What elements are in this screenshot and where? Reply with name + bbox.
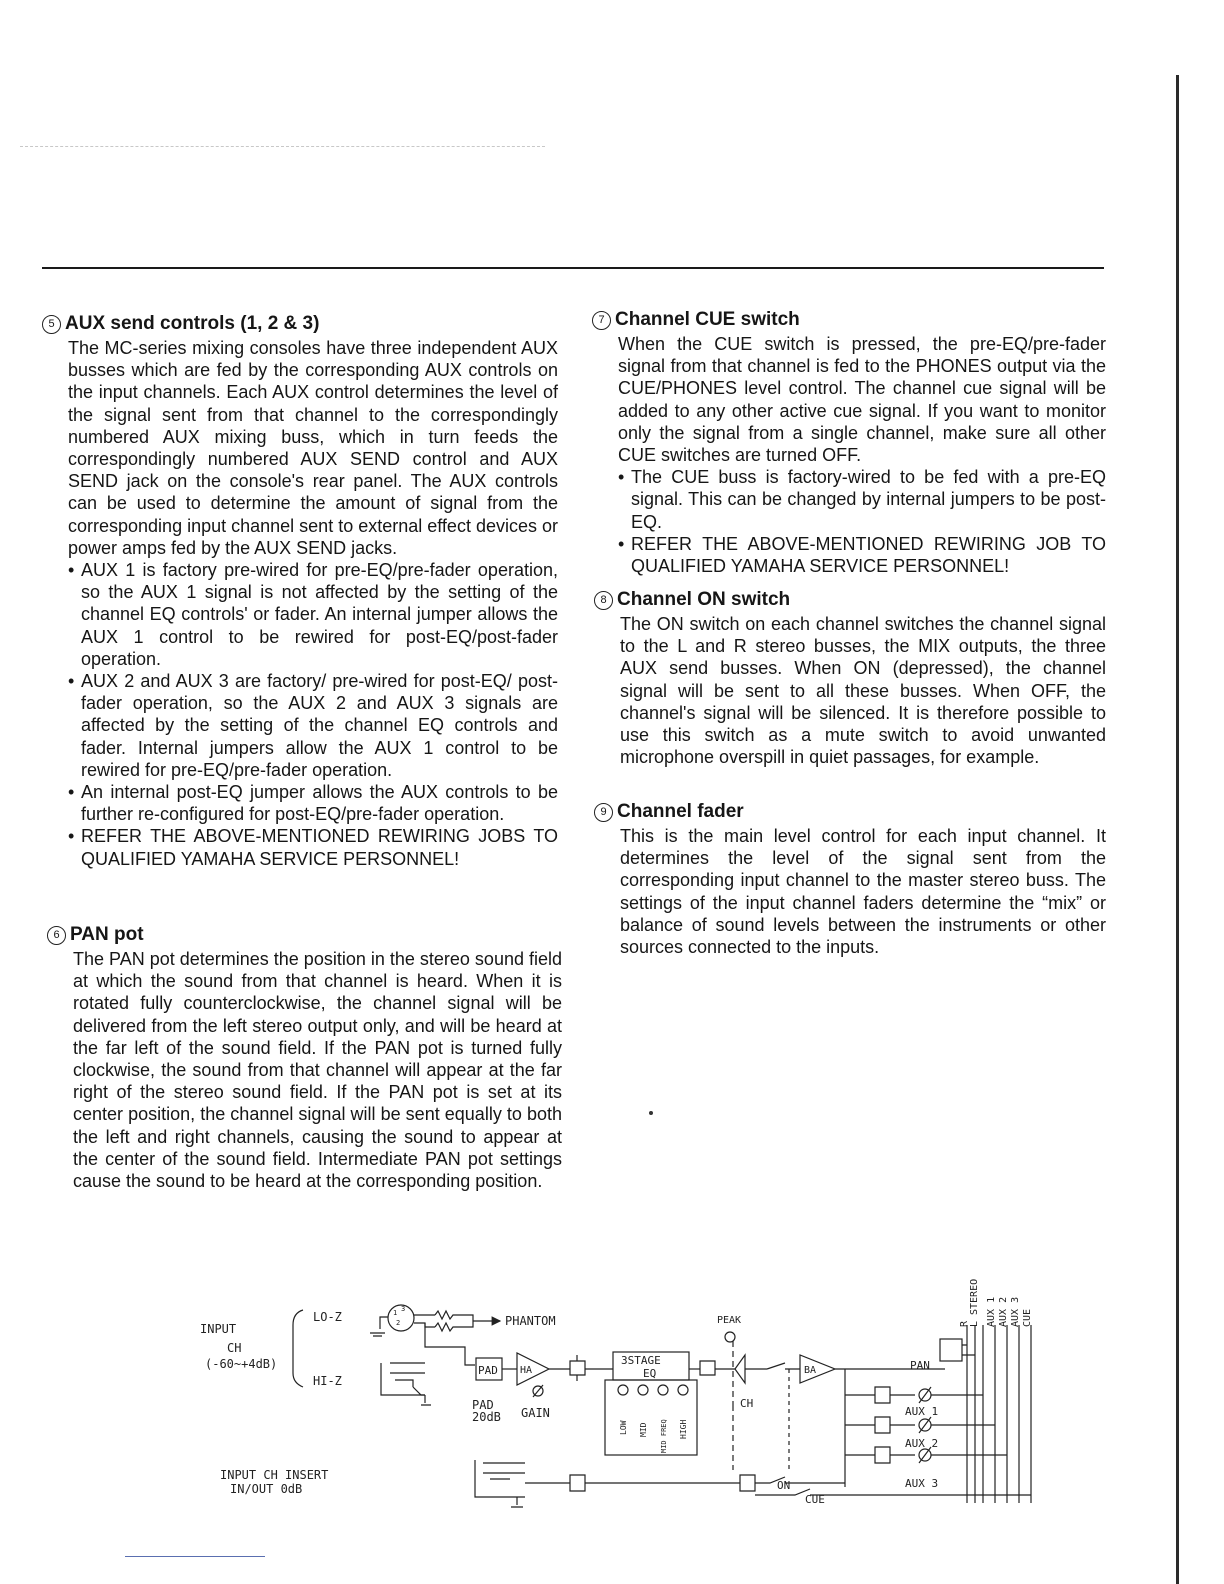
- label-input: INPUT: [200, 1322, 237, 1336]
- label-ch: CH: [227, 1341, 242, 1355]
- ground-icon: [370, 1317, 388, 1336]
- section-heading: [594, 801, 1106, 823]
- phantom-resistor-top: [435, 1311, 473, 1321]
- label-pad-db: 20dB: [472, 1410, 501, 1424]
- bullet-item: • AUX 1 is factory pre-wired for pre-EQ/pre-fader operation, so the AUX 1 signal is not affected by the setting of the channel EQ controls' or fader. An internal jumper allows the AUX 1 control to be rewired for post-EQ/post-fader operation.: [68, 559, 558, 670]
- label-aux3: AUX 3: [905, 1477, 939, 1490]
- label-ha: HA: [520, 1365, 533, 1376]
- bullet-item: • REFER THE ABOVE-MENTIONED REWIRING JOB TO QUALIFIED YAMAHA SERVICE PERSONNEL!: [618, 533, 1106, 577]
- label-hi-z: HI-Z: [313, 1374, 342, 1388]
- label-on: ON: [777, 1479, 791, 1492]
- label-high: HIGH: [679, 1419, 688, 1439]
- section-body: When the CUE switch is pressed, the pre-EQ/pre-fader signal from that channel is fed to the PHONES output via the CUE/PHONES level control. The channel cue signal will be added to any other active cue signal. If you want to monitor only the signal from a single channel, make sure all other CUE switches are turned OFF.: [618, 334, 1106, 466]
- on-switch-icon: [745, 1363, 800, 1369]
- section-number: 8: [594, 591, 613, 610]
- section-on-switch: [594, 589, 1106, 768]
- scan-speck: [649, 1111, 653, 1115]
- jumper-1: [570, 1355, 585, 1381]
- label-eq-title: 3STAGE: [621, 1354, 661, 1367]
- fader-icon: [735, 1355, 745, 1383]
- jumper-4: [740, 1475, 755, 1491]
- insert-jack-icon: [475, 1460, 525, 1497]
- bullet-item: • AUX 2 and AUX 3 are factory/ pre-wired for post-EQ/ post-fader operation, so the AUX 2 and AUX 3 signals are affected by the setting of the channel EQ controls and fader. Internal jumpers allow the AUX 1 control to be rewired for pre-EQ/pre-fader operation.: [68, 670, 558, 781]
- label-low: LOW: [619, 1420, 628, 1435]
- aux1-jumper: [875, 1387, 890, 1403]
- section-heading: [592, 309, 1106, 331]
- section-channel-fader: [594, 801, 1106, 958]
- phantom-resistor-bottom: [435, 1321, 473, 1331]
- section-aux-send: [42, 313, 558, 870]
- label-bus-aux3: AUX 3: [1010, 1296, 1021, 1327]
- section-body: The MC-series mixing consoles have three independent AUX busses which are fed by the corresponding AUX controls on the input channels. Each AUX control determines the level of the signal sent from that channel to the correspondingly numbered AUX mixing buss, which in turn feeds the correspondingly numbered AUX SEND control and AUX SEND jack on the console's rear panel. The AUX controls can be used to determine the amount of signal from the corresponding input channel sent to external effect devices or power amps fed by the AUX SEND jacks.: [68, 338, 558, 558]
- label-ch-fader: CH: [740, 1397, 754, 1410]
- cue-switch-icon: [755, 1489, 1031, 1495]
- label-range: (-60~+4dB): [205, 1357, 278, 1371]
- jumper-3: [570, 1475, 585, 1491]
- aux3-jumper: [875, 1447, 890, 1463]
- label-eq: EQ: [643, 1367, 657, 1380]
- svg-text:1: 1: [393, 1309, 398, 1317]
- label-ba: BA: [804, 1365, 817, 1376]
- label-pad: PAD: [472, 1398, 494, 1412]
- label-insert: INPUT CH INSERT: [220, 1468, 329, 1482]
- input-brace: [293, 1310, 303, 1387]
- section-number: 7: [592, 311, 611, 330]
- peak-led-icon: [725, 1332, 735, 1342]
- label-mid: MID: [639, 1422, 648, 1437]
- label-bus-aux2: AUX 2: [998, 1296, 1009, 1327]
- label-cue: CUE: [805, 1493, 825, 1506]
- section-body: The PAN pot determines the position in the stereo sound field at which the sound from that channel is heard. When it is rotated fully counterclockwise, the channel signal will be delivered from the left stereo output only, and will be heard at the far left of the sound field. If the PAN pot is turned fully clockwise, the sound from that channel will appear at the far right of the stereo sound field. If the PAN pot is set at its center position, the channel signal will be sent equally to both the left and right channels, causing the sound to appear at the center of the sound field. Intermediate PAN pot settings cause the sound to be heard at the corresponding position.: [73, 949, 562, 1192]
- label-gain: GAIN: [521, 1406, 550, 1420]
- label-bus-stereo: STEREO: [969, 1278, 980, 1315]
- section-title: Channel CUE switch: [615, 309, 800, 330]
- faint-scan-line: [20, 146, 545, 147]
- label-pan: PAN: [910, 1359, 930, 1372]
- page-edge-line: [1176, 75, 1179, 1584]
- bullet-item: • An internal post-EQ jumper allows the AUX controls to be further re-configured for post-EQ/pre-fader operation.: [68, 781, 558, 825]
- section-title: Channel fader: [617, 801, 744, 822]
- section-pan-pot: [47, 924, 562, 1192]
- bullet-item: • The CUE buss is factory-wired to be fed with a pre-EQ signal. This can be changed by internal jumpers to be post-EQ.: [618, 466, 1106, 533]
- jumper-2: [700, 1361, 715, 1375]
- section-number: 5: [42, 315, 61, 334]
- bus-lines: [967, 1325, 1019, 1503]
- pan-pot-box: [940, 1339, 962, 1361]
- section-title: Channel ON switch: [617, 589, 791, 610]
- label-aux2: AUX 2: [905, 1437, 939, 1450]
- label-lo-z: LO-Z: [313, 1310, 342, 1324]
- channel-block-diagram: [195, 1255, 1055, 1555]
- label-bus-l: L: [969, 1320, 980, 1327]
- bullet-item: • REFER THE ABOVE-MENTIONED REWIRING JOBS TO QUALIFIED YAMAHA SERVICE PERSONNEL!: [68, 825, 558, 869]
- bullet-list: [592, 466, 1106, 577]
- header-rule: [42, 267, 1104, 269]
- label-aux1: AUX 1: [905, 1405, 939, 1418]
- svg-text:3: 3: [401, 1305, 406, 1313]
- aux2-jumper: [875, 1417, 890, 1433]
- section-heading: [594, 589, 1106, 611]
- section-heading: [42, 313, 558, 335]
- section-heading: [47, 924, 562, 946]
- section-body: This is the main level control for each input channel. It determines the level of the signal sent from the corresponding input channel to the master stereo buss. The settings of the input channel faders determine the “mix” or balance of sound levels between the instruments or other sources connected to the inputs.: [620, 826, 1106, 958]
- label-bus-aux1: AUX 1: [986, 1296, 997, 1327]
- label-bus-cue: CUE: [1022, 1308, 1033, 1327]
- on-switch-2: [755, 1477, 845, 1483]
- footer-rule: [125, 1556, 265, 1557]
- svg-text:2: 2: [396, 1319, 401, 1327]
- label-mid-freq: MID FREQ: [660, 1419, 668, 1453]
- label-bus-r: R: [959, 1320, 970, 1327]
- eq-knob-area: [605, 1380, 697, 1455]
- hi-z-jack-icon: [381, 1363, 425, 1395]
- label-insert-level: IN/OUT 0dB: [230, 1482, 303, 1496]
- section-number: 6: [47, 926, 66, 945]
- section-cue-switch: [592, 309, 1106, 577]
- label-phantom: PHANTOM: [505, 1314, 556, 1328]
- label-pad-box: PAD: [478, 1364, 498, 1377]
- label-peak: PEAK: [717, 1315, 742, 1326]
- section-body: The ON switch on each channel switches the channel signal to the L and R stereo busses, the MIX outputs, the three AUX send busses. When ON (depressed), the channel signal will be sent to all these busses. When OFF, the channel's signal will be silenced. It is therefore possible to use this switch as a mute switch to avoid unwanted microphone overspill in quiet passages, for example.: [620, 614, 1106, 768]
- section-number: 9: [594, 803, 613, 822]
- section-title: AUX send controls (1, 2 & 3): [65, 313, 320, 334]
- bullet-list: [42, 559, 558, 870]
- section-title: PAN pot: [70, 924, 144, 945]
